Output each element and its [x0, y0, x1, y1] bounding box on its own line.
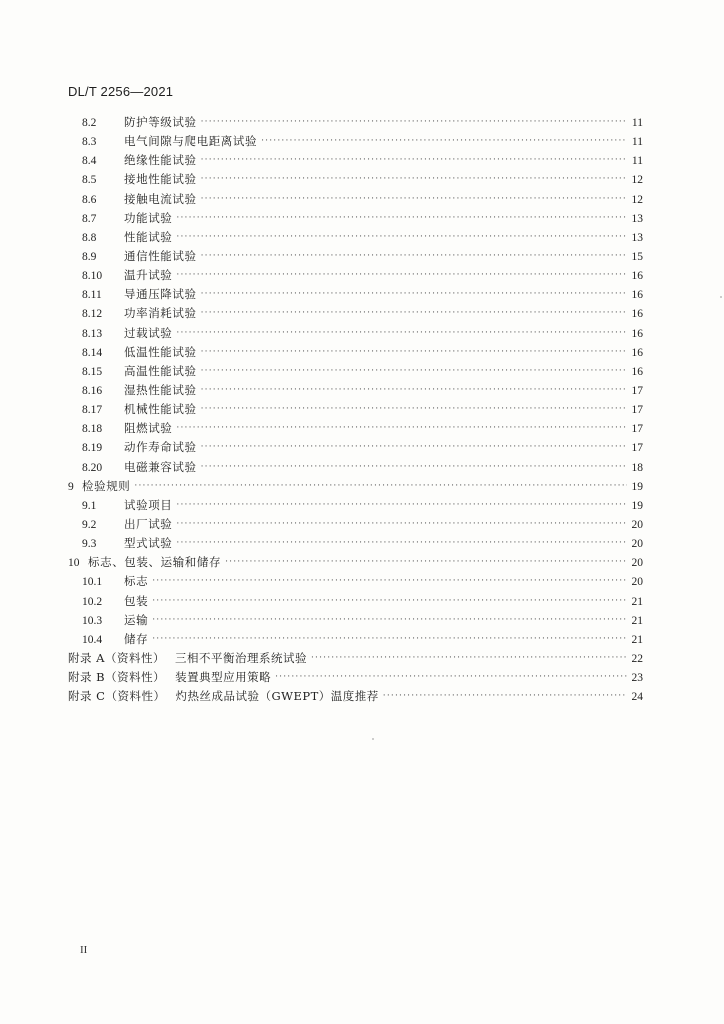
toc-entry-number: 9: [68, 480, 74, 493]
toc-dot-leader: [201, 151, 627, 170]
toc-entry-page: 22: [631, 652, 643, 665]
toc-entry-number: 8.4: [82, 155, 97, 168]
toc-entry[interactable]: [68, 113, 643, 132]
toc-entry-title: 标志: [124, 574, 149, 589]
toc-entry-number: 8.19: [82, 442, 103, 455]
toc-entry-page: 16: [631, 289, 643, 302]
toc-entry-page: 20: [631, 576, 643, 589]
toc-entry[interactable]: [68, 438, 643, 457]
toc-entry-page: 16: [631, 308, 643, 321]
toc-entry-number: 10.2: [82, 595, 103, 608]
toc-dot-leader: [201, 113, 627, 132]
toc-entry-number: 8.13: [82, 327, 103, 340]
toc-dot-leader: [201, 381, 627, 400]
toc-entry-page: 18: [631, 461, 643, 474]
toc-appendix-entry[interactable]: [68, 687, 643, 706]
toc-dot-leader: [152, 611, 627, 630]
toc-entry-title: 机械性能试验: [124, 402, 197, 417]
toc-entry[interactable]: [68, 132, 643, 151]
toc-entry-page: 19: [631, 499, 643, 512]
toc-appendix-title: 灼热丝成品试验（GWEPT）温度推荐: [175, 689, 379, 704]
toc-entry-title: 防护等级试验: [124, 115, 197, 129]
toc-entry[interactable]: [68, 343, 643, 362]
toc-appendix-label: 附录 C（资料性）: [68, 689, 166, 704]
toc-entry-number: 8.8: [82, 231, 97, 244]
toc-entry-page: 17: [631, 442, 643, 455]
toc-appendix-label: 附录 A（资料性）: [68, 650, 165, 665]
toc-entry-page: 16: [631, 365, 643, 378]
toc-dot-leader: [201, 304, 627, 323]
toc-entry-page: 11: [631, 117, 643, 129]
toc-entry-number: 10.4: [82, 633, 103, 646]
toc-entry-title: 阻燃试验: [124, 421, 173, 436]
toc-entry-page: 20: [631, 557, 643, 570]
toc-entry-title: 功率消耗试验: [124, 306, 197, 321]
toc-entry-page: 11: [631, 155, 643, 168]
toc-entry-title: 低温性能试验: [124, 344, 197, 359]
toc-entry-title: 电气间隙与爬电距离试验: [124, 134, 258, 149]
toc-entry[interactable]: [68, 304, 643, 323]
toc-entry-number: 8.7: [82, 212, 97, 225]
toc-entry-page: 16: [631, 270, 643, 283]
toc-entry-title: 标志、包装、运输和储存: [88, 555, 222, 570]
toc-dot-leader: [201, 438, 627, 457]
toc-dot-leader: [176, 266, 627, 285]
toc-entry-number: 8.12: [82, 308, 103, 321]
toc-dot-leader: [201, 362, 627, 381]
toc-dot-leader: [261, 132, 627, 151]
toc-entry-page: 20: [631, 518, 643, 531]
toc-entry-page: 16: [631, 327, 643, 340]
toc-entry[interactable]: [68, 324, 643, 343]
toc-entry-number: 8.5: [82, 174, 97, 187]
toc-dot-leader: [152, 630, 627, 649]
toc-entry-page: 17: [631, 423, 643, 436]
toc-entry-title: 检验规则: [82, 478, 131, 493]
toc-entry-page: 24: [631, 691, 643, 704]
scan-speck: [372, 738, 374, 740]
toc-entry-page: 11: [631, 136, 643, 149]
toc-entry-title: 动作寿命试验: [124, 440, 197, 455]
toc-entry-page: 17: [631, 384, 643, 397]
toc-entry[interactable]: [68, 611, 643, 630]
toc-entry-number: 8.10: [82, 270, 103, 283]
toc-entry[interactable]: [68, 534, 643, 553]
toc-entry-title: 运输: [124, 612, 149, 627]
toc-entry[interactable]: [68, 592, 643, 611]
toc-entry[interactable]: [68, 419, 643, 438]
page-number: II: [80, 944, 88, 956]
toc-entry-number: 8.16: [82, 384, 103, 397]
toc-dot-leader: [201, 247, 627, 266]
toc-entry-title: 型式试验: [124, 536, 173, 551]
toc-entry-page: 21: [631, 595, 643, 608]
toc-dot-leader: [201, 343, 627, 362]
toc-dot-leader: [201, 458, 627, 477]
toc-entry-number: 9.2: [82, 518, 97, 531]
toc-entry-page: 23: [631, 672, 643, 685]
document-code: DL/T 2256—2021: [68, 84, 174, 99]
toc-dot-leader: [201, 190, 627, 209]
toc-entry-title: 接触电流试验: [124, 191, 197, 206]
toc-entry-title: 试验项目: [124, 497, 173, 512]
toc-appendix-label: 附录 B（资料性）: [68, 670, 166, 685]
toc-entry[interactable]: [68, 285, 643, 304]
toc-entry-number: 10.3: [82, 614, 103, 627]
toc-dot-leader: [152, 572, 627, 591]
toc-entry[interactable]: [68, 400, 643, 419]
table-of-contents: [68, 113, 643, 706]
toc-entry[interactable]: [68, 170, 643, 189]
toc-dot-leader: [176, 515, 627, 534]
toc-entry-title: 包装: [124, 593, 149, 608]
toc-entry[interactable]: [68, 209, 643, 228]
toc-entry-number: 8.11: [82, 289, 102, 302]
scan-speck: [720, 296, 722, 298]
toc-entry[interactable]: [68, 362, 643, 381]
toc-dot-leader: [134, 477, 627, 496]
toc-entry[interactable]: [68, 151, 643, 170]
toc-entry-page: 21: [631, 633, 643, 646]
toc-dot-leader: [176, 209, 627, 228]
toc-entry-title: 绝缘性能试验: [124, 153, 197, 168]
toc-entry[interactable]: [68, 228, 643, 247]
toc-entry-title: 过载试验: [124, 325, 173, 340]
toc-entry-title: 电磁兼容试验: [124, 459, 197, 474]
toc-dot-leader: [176, 534, 627, 553]
toc-dot-leader: [201, 170, 627, 189]
toc-entry-page: 15: [631, 250, 643, 263]
toc-dot-leader: [225, 553, 627, 572]
toc-dot-leader: [201, 285, 627, 304]
toc-entry-page: 17: [631, 404, 643, 417]
toc-entry[interactable]: [68, 553, 643, 572]
toc-entry-title: 接地性能试验: [124, 172, 197, 187]
toc-appendix-title: 装置典型应用策略: [175, 670, 272, 685]
toc-entry[interactable]: [68, 496, 643, 515]
toc-appendix-title: 三相不平衡治理系统试验: [174, 650, 307, 665]
toc-entry-title: 储存: [124, 631, 149, 646]
toc-entry[interactable]: [68, 247, 643, 266]
toc-entry-title: 导通压降试验: [124, 287, 197, 302]
toc-entry-number: 8.2: [82, 117, 97, 129]
toc-entry-number: 8.6: [82, 193, 97, 206]
toc-entry-number: 8.20: [82, 461, 103, 474]
toc-entry-page: 16: [631, 346, 643, 359]
toc-entry-title: 高温性能试验: [124, 363, 197, 378]
toc-entry-page: 19: [631, 480, 643, 493]
toc-entry[interactable]: [68, 458, 643, 477]
toc-entry-title: 温升试验: [124, 268, 173, 283]
toc-dot-leader: [311, 649, 627, 668]
toc-entry[interactable]: [68, 266, 643, 285]
toc-dot-leader: [176, 324, 627, 343]
toc-entry-page: 21: [631, 614, 643, 627]
toc-entry-number: 8.15: [82, 365, 103, 378]
toc-dot-leader: [152, 592, 627, 611]
toc-entry-page: 13: [631, 212, 643, 225]
toc-entry[interactable]: [68, 381, 643, 400]
toc-entry-page: 13: [631, 231, 643, 244]
toc-entry[interactable]: [68, 515, 643, 534]
toc-appendix-entry[interactable]: [68, 649, 643, 668]
toc-entry[interactable]: [68, 477, 643, 496]
toc-entry[interactable]: [68, 190, 643, 209]
toc-dot-leader: [383, 687, 627, 706]
toc-appendix-entry[interactable]: [68, 668, 643, 687]
toc-dot-leader: [176, 419, 627, 438]
toc-entry-page: 20: [631, 538, 643, 551]
toc-dot-leader: [176, 228, 627, 247]
toc-entry-number: 9.3: [82, 538, 97, 551]
toc-entry-number: 8.3: [82, 136, 97, 149]
toc-entry-number: 8.9: [82, 250, 97, 263]
toc-entry-page: 12: [631, 174, 643, 187]
toc-entry-title: 出厂试验: [124, 516, 173, 531]
toc-entry-title: 功能试验: [124, 210, 173, 225]
toc-entry-number: 10.1: [82, 576, 103, 589]
toc-dot-leader: [176, 496, 627, 515]
toc-entry-number: 8.18: [82, 423, 103, 436]
toc-entry-page: 12: [631, 193, 643, 206]
toc-dot-leader: [201, 400, 627, 419]
toc-entry-number: 10: [68, 557, 80, 570]
toc-dot-leader: [275, 668, 627, 687]
toc-entry-number: 9.1: [82, 499, 97, 512]
toc-entry-title: 湿热性能试验: [124, 382, 197, 397]
toc-entry[interactable]: [68, 572, 643, 591]
toc-entry[interactable]: [68, 630, 643, 649]
toc-entry-title: 性能试验: [124, 229, 173, 244]
toc-entry-number: 8.17: [82, 404, 103, 417]
toc-entry-title: 通信性能试验: [124, 248, 197, 263]
toc-entry-number: 8.14: [82, 346, 103, 359]
